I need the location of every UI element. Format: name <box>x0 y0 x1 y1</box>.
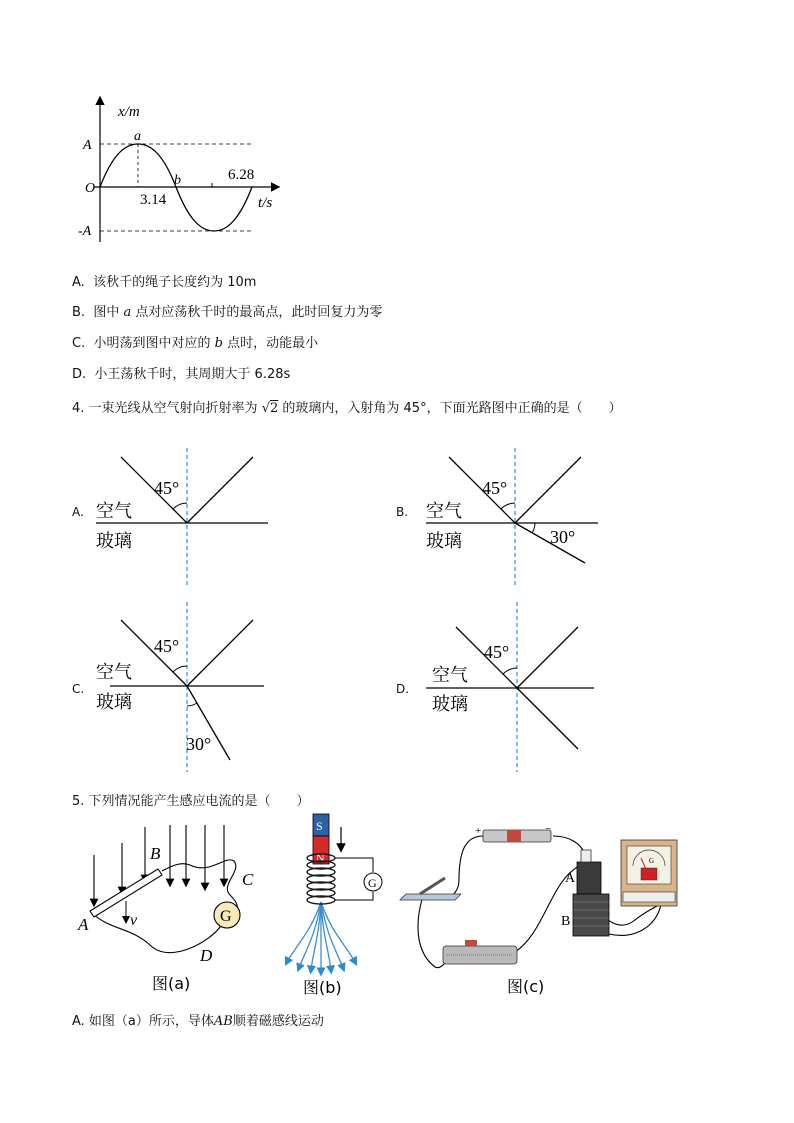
svg-text:图(a): 图(a) <box>152 974 191 993</box>
q5-figure-a[interactable] <box>70 815 285 1000</box>
amplitude-label: A <box>83 138 92 153</box>
q5-figure-c[interactable] <box>395 822 685 1000</box>
svg-text:空气: 空气 <box>426 501 462 522</box>
neg-amplitude-label: -A <box>78 224 92 239</box>
origin-label: O <box>85 181 96 196</box>
tick-628: 6.28 <box>228 167 255 183</box>
svg-text:图(c): 图(c) <box>507 977 545 996</box>
svg-text:+: + <box>475 825 482 837</box>
svg-text:30°: 30° <box>186 734 212 754</box>
point-b-label: b <box>174 173 181 188</box>
point-a-label: a <box>134 129 141 144</box>
svg-text:C: C <box>242 870 254 889</box>
q4-diagram-d[interactable] <box>420 600 610 775</box>
svg-text:A: A <box>565 871 576 886</box>
svg-text:45°: 45° <box>484 642 510 662</box>
svg-text:D: D <box>200 946 213 965</box>
q3-option-d[interactable]: D. 小王荡秋千时，其周期大于 6.28s <box>72 367 291 382</box>
svg-text:30°: 30° <box>550 527 576 547</box>
x-axis-label: t/s <box>258 195 273 211</box>
q5-figure-b[interactable] <box>285 812 385 1002</box>
svg-text:空气: 空气 <box>432 665 468 686</box>
svg-text:N: N <box>316 851 325 865</box>
q5-stem: 5. 下列情况能产生感应电流的是（ ） <box>72 794 310 809</box>
q4-diagram-c[interactable] <box>90 600 280 775</box>
q4-letter-c[interactable]: C. <box>72 682 85 696</box>
sqrt-symbol: √2 <box>261 401 279 416</box>
q4-letter-a[interactable]: A. <box>72 505 84 519</box>
svg-text:玻璃: 玻璃 <box>96 531 132 552</box>
svg-text:−: − <box>545 823 552 835</box>
svg-text:B: B <box>561 914 571 929</box>
svg-text:B: B <box>150 844 161 863</box>
q3-option-c[interactable]: C. 小明荡到图中对应的 b 点时，动能最小 <box>72 336 319 351</box>
svg-text:空气: 空气 <box>96 662 132 683</box>
svg-text:G: G <box>368 876 377 890</box>
svg-text:玻璃: 玻璃 <box>432 694 468 715</box>
svg-text:S: S <box>316 819 323 833</box>
q5-option-a[interactable]: A. 如图（a）所示，导体AB顺着磁感线运动 <box>72 1014 324 1029</box>
q4-letter-d[interactable]: D. <box>396 682 410 696</box>
svg-text:空气: 空气 <box>96 501 132 522</box>
q4-diagram-b[interactable] <box>420 440 610 590</box>
svg-text:45°: 45° <box>482 478 508 498</box>
q4-letter-b[interactable]: B. <box>396 505 409 519</box>
q4-stem: 4. 一束光线从空气射向折射率为 √2 的玻璃内，入射角为 45°，下面光路图中正确的是（ ） <box>72 401 622 416</box>
y-axis-label: x/m <box>118 104 140 120</box>
svg-text:45°: 45° <box>154 636 180 656</box>
svg-text:玻璃: 玻璃 <box>426 531 462 552</box>
svg-text:v: v <box>130 912 138 929</box>
tick-314: 3.14 <box>140 192 167 208</box>
svg-text:G: G <box>649 857 655 865</box>
svg-text:玻璃: 玻璃 <box>96 692 132 713</box>
svg-text:45°: 45° <box>154 478 180 498</box>
svg-text:图(b): 图(b) <box>303 978 342 997</box>
svg-text:A: A <box>78 915 89 934</box>
q3-option-a[interactable]: A. 该秋千的绳子长度约为 10m <box>72 275 257 290</box>
sine-graph <box>78 92 288 252</box>
svg-text:G: G <box>220 908 232 925</box>
q3-option-b[interactable]: B. 图中 a 点对应荡秋千时的最高点，此时回复力为零 <box>72 305 383 320</box>
q4-diagram-a[interactable] <box>90 440 280 590</box>
